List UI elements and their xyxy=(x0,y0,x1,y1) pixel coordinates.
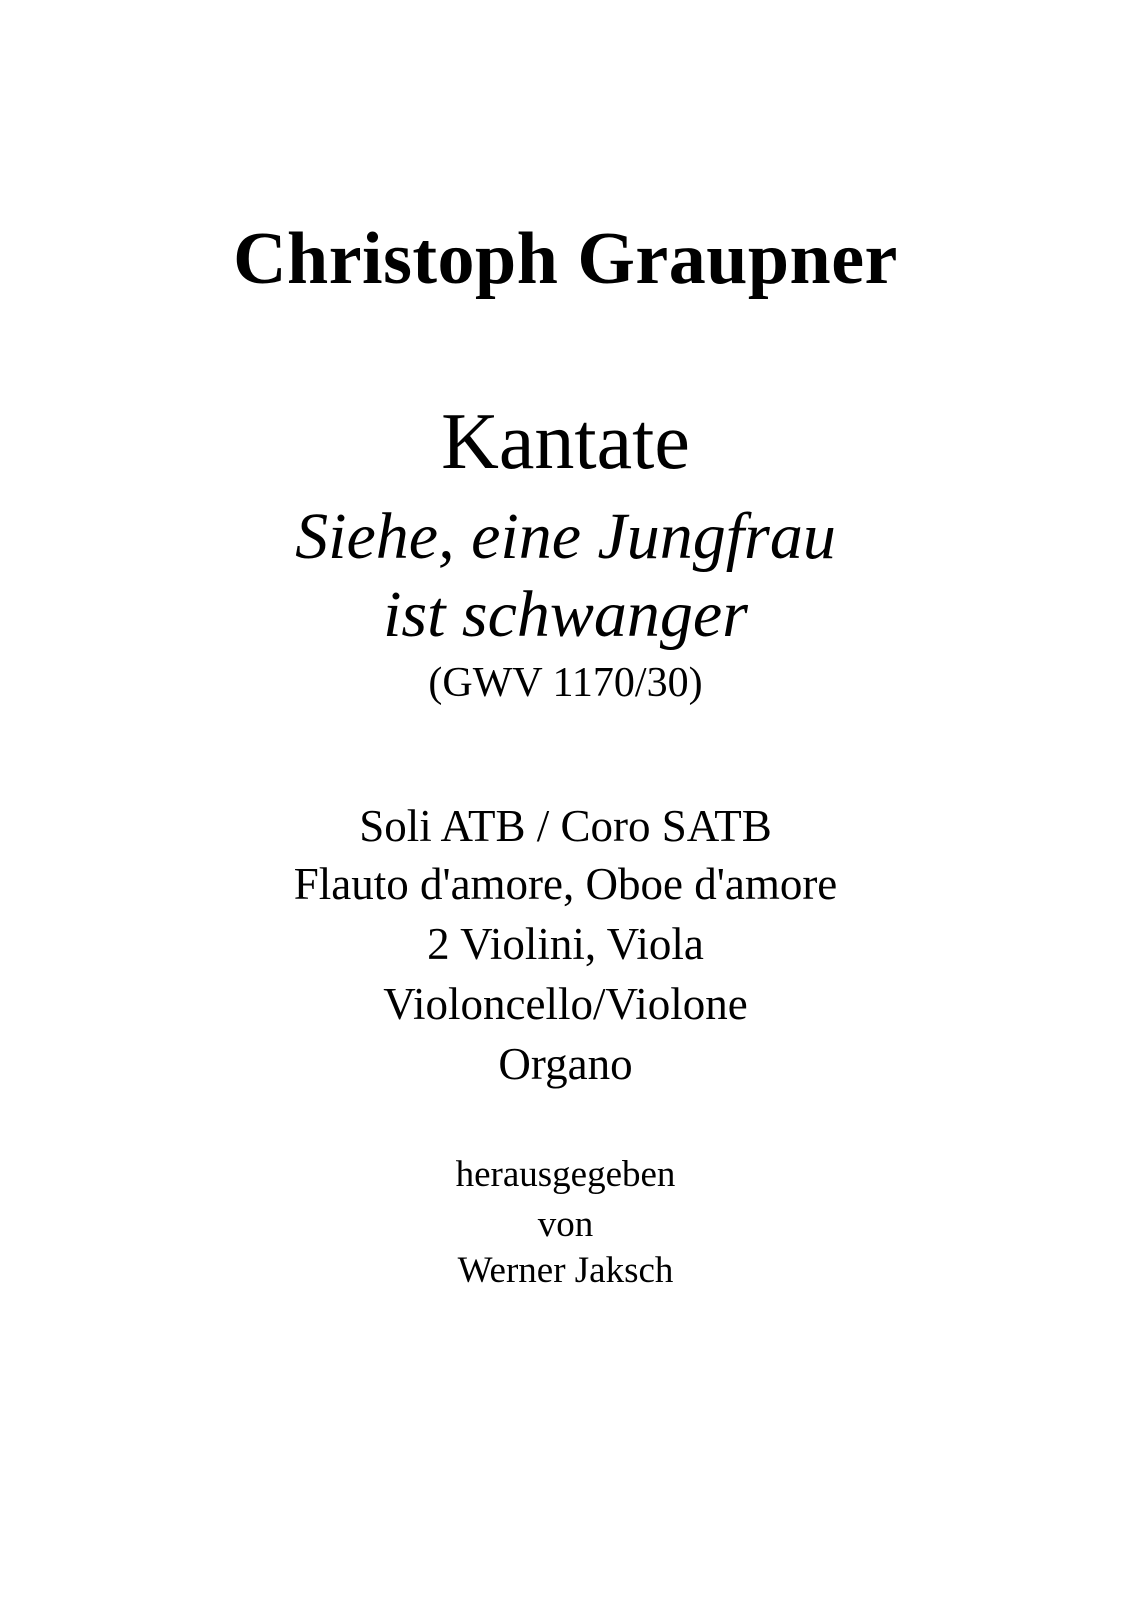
scoring-winds: Flauto d'amore, Oboe d'amore xyxy=(293,859,838,909)
work-title-line-1: Siehe, eine Jungfrau xyxy=(295,500,836,573)
editor-name: Werner Jaksch xyxy=(457,1250,674,1291)
catalog-number: (GWV 1170/30) xyxy=(428,660,703,706)
work-type: Kantate xyxy=(441,398,690,486)
editor-preposition: von xyxy=(537,1204,594,1245)
editor-label: herausgegeben xyxy=(455,1154,676,1195)
scoring-strings: 2 Violini, Viola xyxy=(427,919,704,969)
scoring-bass: Violoncello/Violone xyxy=(383,979,748,1029)
composer-name: Christoph Graupner xyxy=(233,218,898,300)
work-title-line-2: ist schwanger xyxy=(383,578,748,651)
scoring-organ: Organo xyxy=(498,1039,633,1089)
scoring-voices: Soli ATB / Coro SATB xyxy=(359,801,772,851)
